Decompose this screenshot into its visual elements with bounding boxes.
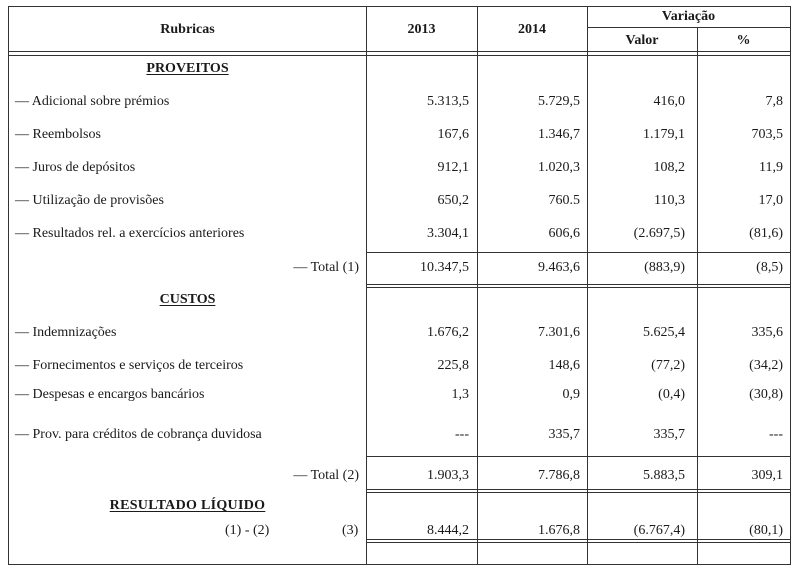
- result-ref: (3): [342, 523, 359, 538]
- cell-valor: 335,7: [653, 427, 685, 442]
- cell-valor: (0,4): [658, 387, 685, 402]
- result-formula: (1) - (2): [225, 523, 270, 538]
- cell-2014: 0,9: [562, 387, 580, 402]
- row-label: — Prov. para créditos de cobrança duvidosa: [15, 427, 262, 442]
- cell-2013: 5.313,5: [427, 94, 469, 109]
- row-label: — Utilização de provisões: [15, 193, 164, 208]
- cell-2014: 7.301,6: [538, 325, 580, 340]
- cell-2013: 8.444,2: [427, 523, 469, 538]
- row-divider: [366, 492, 790, 493]
- cell-2014: 7.786,8: [538, 468, 580, 483]
- cell-valor: 110,3: [654, 193, 685, 208]
- cell-valor: 416,0: [653, 94, 685, 109]
- header-year-2014: 2014: [518, 22, 546, 37]
- cell-valor: (6.767,4): [633, 523, 685, 538]
- cell-2013: ---: [455, 427, 469, 442]
- row-divider: [588, 27, 790, 28]
- cell-pct: 11,9: [759, 160, 783, 175]
- cell-2013: 167,6: [437, 127, 469, 142]
- row-divider: [366, 252, 790, 253]
- row-divider: [9, 51, 790, 52]
- cell-valor: 5.625,4: [643, 325, 685, 340]
- section-title-custos: CUSTOS: [159, 292, 216, 307]
- cell-2013: 225,8: [437, 358, 469, 373]
- cell-2014: 1.020,3: [538, 160, 580, 175]
- row-divider: [366, 284, 790, 285]
- cell-pct: ---: [769, 427, 783, 442]
- row-divider: [366, 542, 790, 543]
- total-label: — Total (2): [293, 468, 359, 483]
- cell-valor: 108,2: [653, 160, 685, 175]
- cell-valor: (2.697,5): [633, 226, 685, 241]
- row-label: — Adicional sobre prémios: [15, 94, 170, 109]
- cell-2013: 10.347,5: [420, 260, 469, 275]
- cell-2013: 1.676,2: [427, 325, 469, 340]
- cell-pct: 309,1: [751, 468, 783, 483]
- cell-pct: 17,0: [758, 193, 783, 208]
- cell-pct: 335,6: [751, 325, 783, 340]
- section-title-resultado: RESULTADO LÍQUIDO: [109, 498, 266, 513]
- cell-2014: 1.346,7: [538, 127, 580, 142]
- section-title-proveitos: PROVEITOS: [146, 61, 229, 76]
- cell-pct: (8,5): [756, 260, 783, 275]
- cell-2014: 5.729,5: [538, 94, 580, 109]
- header-percent: %: [736, 33, 751, 48]
- cell-2014: 1.676,8: [538, 523, 580, 538]
- row-label: — Juros de depósitos: [15, 160, 136, 175]
- row-divider: [9, 55, 790, 56]
- cell-2014: 335,7: [548, 427, 580, 442]
- cell-2014: 9.463,6: [538, 260, 580, 275]
- cell-valor: 1.179,1: [643, 127, 685, 142]
- cell-2013: 650,2: [437, 193, 469, 208]
- cell-valor: (77,2): [651, 358, 685, 373]
- cell-valor: 5.883,5: [643, 468, 685, 483]
- cell-2014: 606,6: [548, 226, 580, 241]
- cell-pct: 703,5: [751, 127, 783, 142]
- cell-2013: 912,1: [437, 160, 469, 175]
- row-divider: [366, 539, 790, 540]
- row-label: — Fornecimentos e serviços de terceiros: [15, 358, 244, 373]
- cell-2013: 1,3: [451, 387, 469, 402]
- cell-2014: 148,6: [548, 358, 580, 373]
- cell-2013: 1.903,3: [427, 468, 469, 483]
- cell-pct: (30,8): [749, 387, 783, 402]
- cell-pct: (81,6): [749, 226, 783, 241]
- header-variacao: Variação: [661, 9, 716, 24]
- cell-2014: 760.5: [548, 193, 580, 208]
- cell-valor: (883,9): [644, 260, 685, 275]
- financial-table: [8, 6, 791, 565]
- cell-pct: (80,1): [749, 523, 783, 538]
- cell-pct: (34,2): [749, 358, 783, 373]
- row-divider: [366, 287, 790, 288]
- header-rubricas: Rubricas: [160, 22, 215, 37]
- row-label: — Reembolsos: [15, 127, 101, 142]
- row-label: — Indemnizações: [15, 325, 117, 340]
- cell-pct: 7,8: [765, 94, 783, 109]
- row-divider: [366, 489, 790, 490]
- total-label: — Total (1): [293, 260, 359, 275]
- header-year-2013: 2013: [407, 22, 436, 37]
- row-label: — Despesas e encargos bancários: [15, 387, 205, 402]
- row-label: — Resultados rel. a exercícios anteriores: [15, 226, 245, 241]
- cell-2013: 3.304,1: [427, 226, 469, 241]
- header-valor: Valor: [625, 33, 659, 48]
- row-divider: [366, 456, 790, 457]
